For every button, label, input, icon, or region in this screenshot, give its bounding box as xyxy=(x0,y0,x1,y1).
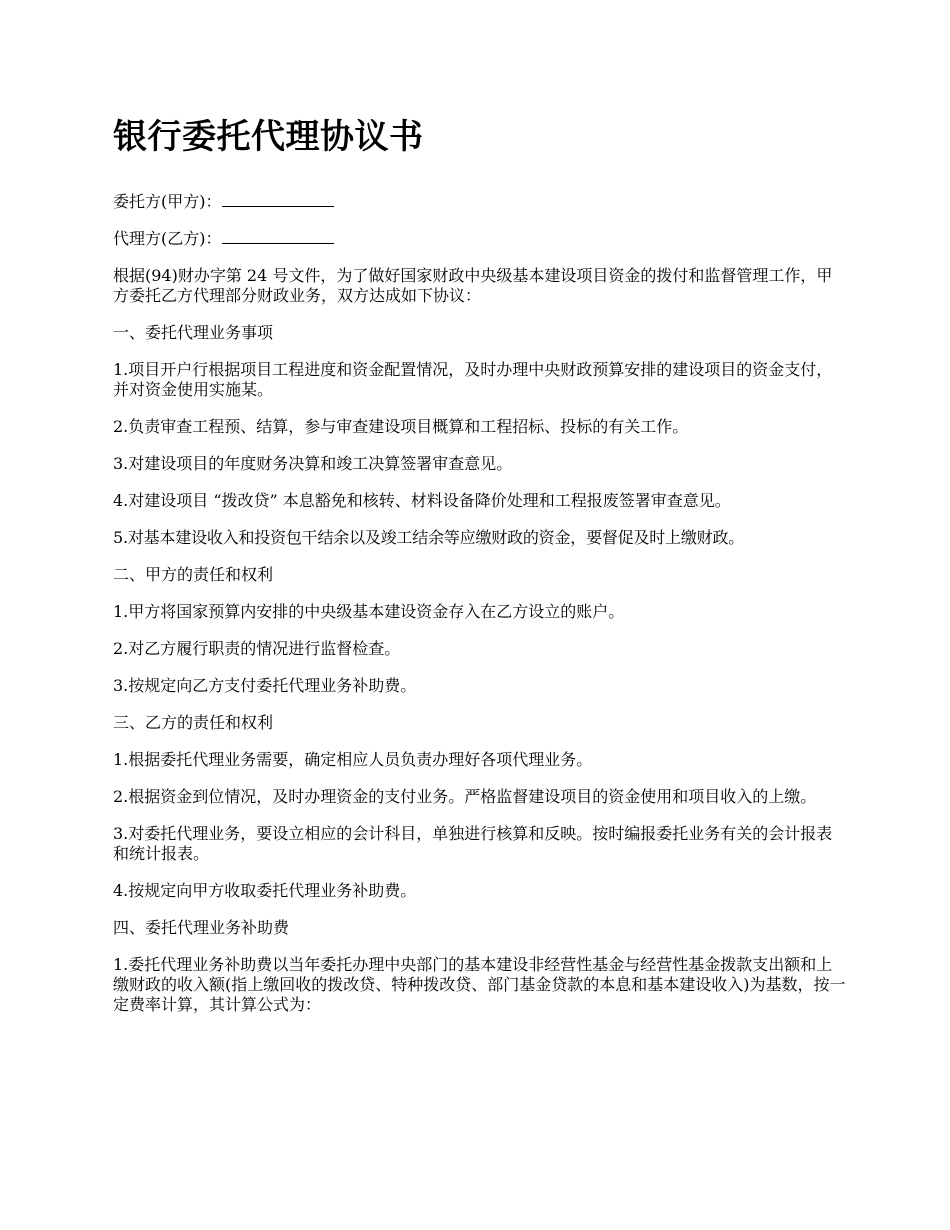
section-heading: 一、委托代理业务事项 xyxy=(113,323,274,342)
clause: 3.对委托代理业务，要设立相应的会计科目，单独进行核算和反映。按时编报委托业务有关的会计报表和统计报表。 xyxy=(113,824,833,863)
section-heading: 二、甲方的责任和权利 xyxy=(113,565,274,584)
document-title: 银行委托代理协议书 xyxy=(113,117,424,157)
clause: 1.甲方将国家预算内安排的中央级基本建设资金存入在乙方设立的账户。 xyxy=(113,602,625,621)
clause: 3.按规定向乙方支付委托代理业务补助费。 xyxy=(113,676,417,695)
clause: 1.根据委托代理业务需要，确定相应人员负责办理好各项代理业务。 xyxy=(113,750,593,769)
clause: 3.对建设项目的年度财务决算和竣工决算签署审查意见。 xyxy=(113,454,513,473)
clause: 2.负责审查工程预、结算，参与审查建设项目概算和工程招标、投标的有关工作。 xyxy=(113,417,689,436)
section-heading: 四、委托代理业务补助费 xyxy=(113,918,290,937)
clause: 4.按规定向甲方收取委托代理业务补助费。 xyxy=(113,881,417,900)
clause: 4.对建设项目 “拨改贷” 本息豁免和核转、材料设备降价处理和工程报废签署审查意见。 xyxy=(113,491,731,510)
document-page xyxy=(113,112,848,1032)
party-a-line xyxy=(113,192,848,212)
clause: 1.项目开户行根据项目工程进度和资金配置情况，及时办理中央财政预算安排的建设项目的资金支付，并对资金使用实施某。 xyxy=(113,360,833,399)
clause: 1.委托代理业务补助费以当年委托办理中央部门的基本建设非经营性基金与经营性基金拨款支出额和上缴财政的收入额(指上缴回收的拨改贷、特种拨改贷、部门基金贷款的本息和基本建设收入)为基数，按一定费率计算，其计算公式为： xyxy=(113,955,846,1014)
party-b-line xyxy=(113,229,848,249)
party-a-label: 委托方(甲方)： xyxy=(113,192,222,211)
clause: 5.对基本建设收入和投资包干结余以及竣工结余等应缴财政的资金，要督促及时上缴财政。 xyxy=(113,528,745,547)
clause: 2.对乙方履行职责的情况进行监督检查。 xyxy=(113,639,401,658)
section-heading: 三、乙方的责任和权利 xyxy=(113,713,274,732)
clause: 2.根据资金到位情况，及时办理资金的支付业务。严格监督建设项目的资金使用和项目收入的上缴。 xyxy=(113,787,817,806)
party-b-label: 代理方(乙方)： xyxy=(113,229,222,248)
party-b-blank xyxy=(222,229,334,244)
party-a-blank xyxy=(222,192,334,207)
intro-paragraph: 根据(94)财办字第 24 号文件，为了做好国家财政中央级基本建设项目资金的拨付和监督管理工作，甲方委托乙方代理部分财政业务，双方达成如下协议： xyxy=(113,266,833,305)
